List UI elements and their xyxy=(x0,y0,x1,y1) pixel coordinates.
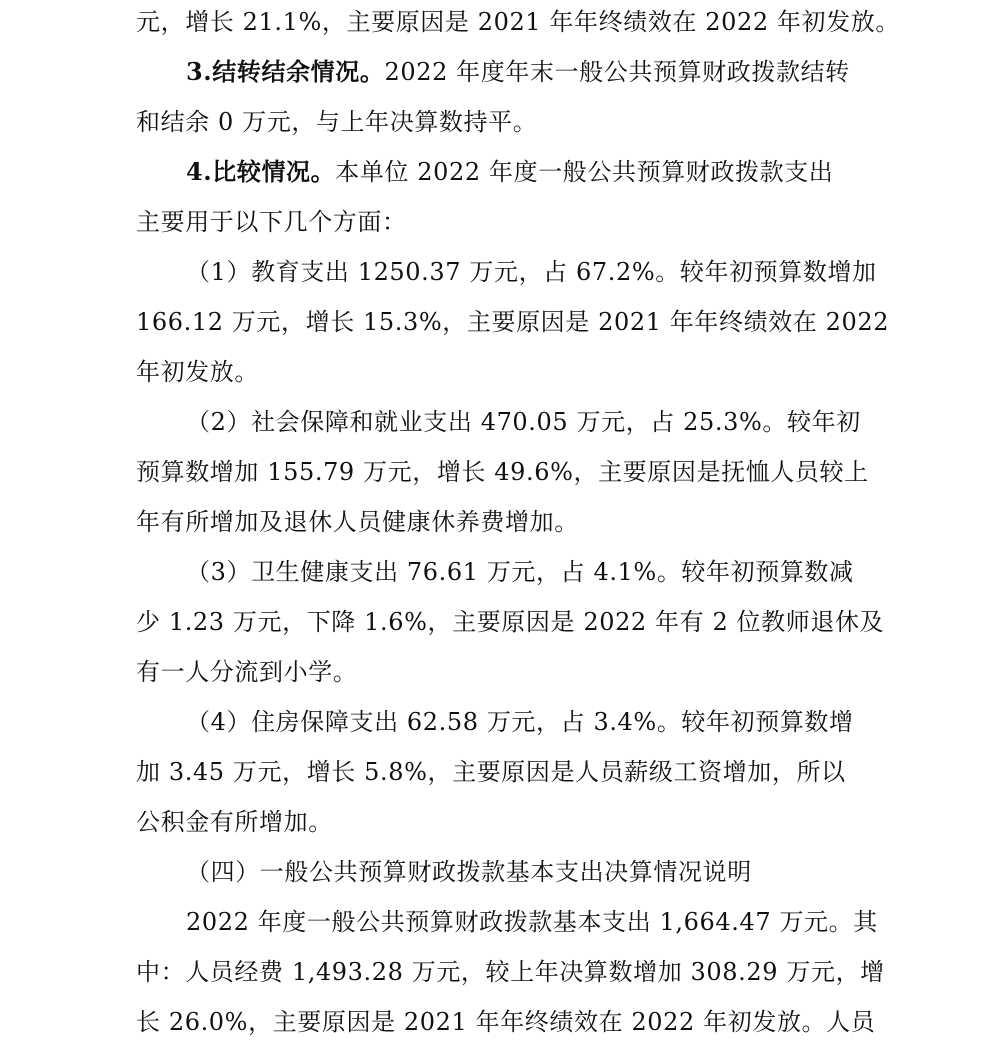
text-run: （3）卫生健康支出 76.61 万元，占 4.1%。较年初预算数减 xyxy=(186,558,854,586)
section-4-heading-line xyxy=(186,152,876,192)
text-run: 少 1.23 万元，下降 1.6%，主要原因是 2022 年有 2 位教师退休及 xyxy=(136,608,885,636)
item-2-line xyxy=(186,402,876,442)
item-1-line xyxy=(186,252,876,292)
text-run: 元，增长 21.1%，主要原因是 2021 年年终绩效在 2022 年初发放。 xyxy=(136,8,900,36)
text-run: 中：人员经费 1,493.28 万元，较上年决算数增加 308.29 万元，增 xyxy=(136,958,885,986)
paragraph-line xyxy=(136,452,876,492)
paragraph-line xyxy=(186,902,876,942)
text-run: 本单位 2022 年度一般公共预算财政拨款支出 xyxy=(335,158,834,186)
paragraph-line xyxy=(136,752,876,792)
text-run: （4）住房保障支出 62.58 万元，占 3.4%。较年初预算数增 xyxy=(186,708,854,736)
section-3-heading-line xyxy=(186,52,876,92)
paragraph-line xyxy=(136,2,900,42)
section-4-heading: 4.比较情况。 xyxy=(186,157,336,186)
paragraph-line xyxy=(136,502,876,542)
text-run: 有一人分流到小学。 xyxy=(136,658,358,686)
text-run: （1）教育支出 1250.37 万元，占 67.2%。较年初预算数增加 xyxy=(186,258,877,286)
section-four-heading xyxy=(186,852,876,892)
paragraph-line xyxy=(136,102,876,142)
paragraph-line xyxy=(136,302,890,342)
text-run: 加 3.45 万元，增长 5.8%，主要原因是人员薪级工资增加，所以 xyxy=(136,758,846,786)
paragraph-line xyxy=(136,1002,876,1042)
paragraph-line xyxy=(136,652,876,692)
text-run: 公积金有所增加。 xyxy=(136,808,333,836)
text-run: （四）一般公共预算财政拨款基本支出决算情况说明 xyxy=(186,858,752,886)
text-run: 预算数增加 155.79 万元，增长 49.6%，主要原因是抚恤人员较上 xyxy=(136,458,869,486)
text-run: 和结余 0 万元，与上年决算数持平。 xyxy=(136,108,538,136)
paragraph-line xyxy=(136,202,876,242)
item-3-line xyxy=(186,552,876,592)
paragraph-line xyxy=(136,352,876,392)
text-run: （2）社会保障和就业支出 470.05 万元，占 25.3%。较年初 xyxy=(186,408,861,436)
item-4-line xyxy=(186,702,876,742)
section-3-heading: 3.结转结余情况。 xyxy=(186,57,385,86)
paragraph-line xyxy=(136,952,885,992)
text-run: 年初发放。 xyxy=(136,358,259,386)
text-run: 166.12 万元，增长 15.3%，主要原因是 2021 年年终绩效在 2022 xyxy=(136,308,890,336)
text-run: 长 26.0%，主要原因是 2021 年年终绩效在 2022 年初发放。人员 xyxy=(136,1008,876,1036)
text-run: 2022 年度年末一般公共预算财政拨款结转 xyxy=(384,58,850,86)
text-run: 年有所增加及退休人员健康休养费增加。 xyxy=(136,508,579,536)
paragraph-line xyxy=(136,602,885,642)
paragraph-line xyxy=(136,802,876,842)
text-run: 主要用于以下几个方面： xyxy=(136,208,407,236)
text-run: 2022 年度一般公共预算财政拨款基本支出 1,664.47 万元。其 xyxy=(186,908,878,936)
